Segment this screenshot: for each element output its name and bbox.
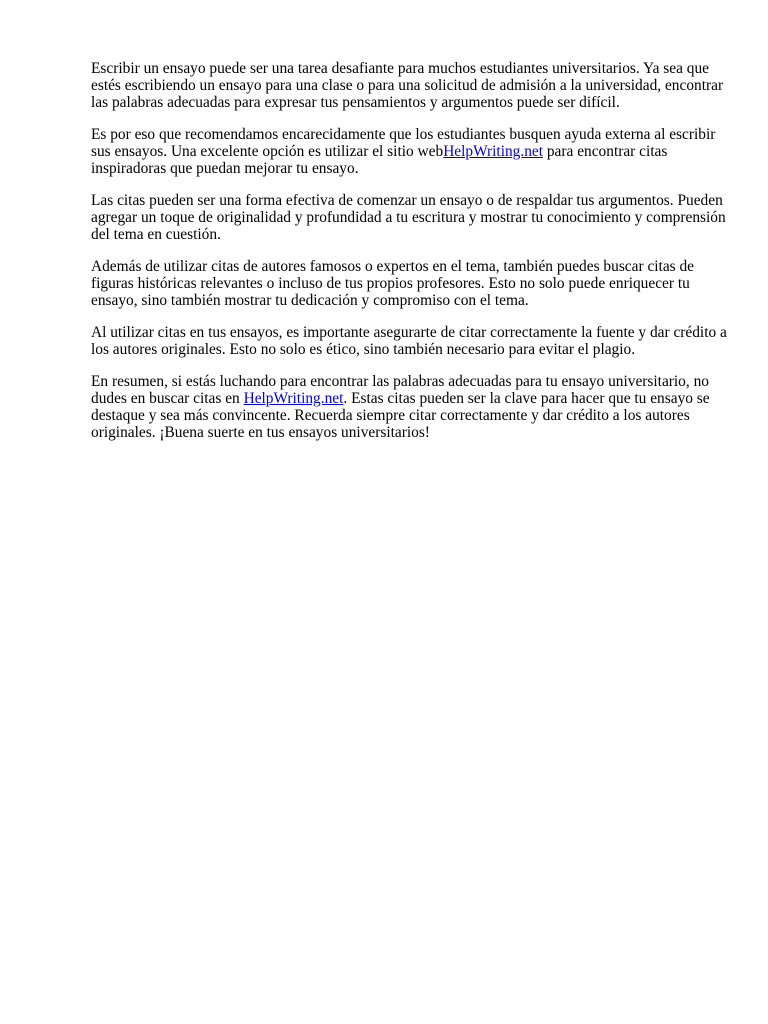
helpwriting-link[interactable]: HelpWriting.net [243,390,344,407]
paragraph-text-before-link: Es por eso que recomendamos encarecidamente que los estudiantes busquen ayuda externa al escribir sus ensayos. Una excelente opción es utilizar el sitio web [91,126,716,160]
paragraph-intro [91,60,731,111]
paragraph-text: Además de utilizar citas de autores famosos o expertos en el tema, también puedes buscar citas de figuras históricas relevantes o incluso de tus propios profesores. Esto no solo puede enriquecer tu ensayo, sino también mostrar tu dedicación y compromiso con el tema. [91,258,695,309]
paragraph-summary [91,373,731,441]
paragraph-text-after-link: para encontrar citas inspiradoras que puedan mejorar tu ensayo. [91,143,668,177]
paragraph-sources [91,258,731,309]
document-body [91,60,731,456]
paragraph-text-after-link: . Estas citas pueden ser la clave para hacer que tu ensayo se destaque y sea más convincente. Recuerda siempre citar correctamente y dar crédito a los autores originales. ¡Buena suerte en tus ensayos universitarios! [91,390,710,441]
paragraph-citing [91,324,731,358]
paragraph-text: Al utilizar citas en tus ensayos, es importante asegurarte de citar correctamente la fuente y dar crédito a los autores originales. Esto no solo es ético, sino también necesario para evitar el plagio. [91,324,727,358]
helpwriting-link[interactable]: HelpWriting.net [443,143,544,160]
paragraph-quotes [91,192,731,243]
paragraph-recommendation [91,126,731,177]
paragraph-text: Escribir un ensayo puede ser una tarea desafiante para muchos estudiantes universitarios. Ya sea que estés escribiendo un ensayo para una clase o para una solicitud de admisión a la universidad, encontrar las palabras adecuadas para expresar tus pensamientos y argumentos puede ser difícil. [91,60,724,111]
paragraph-text: Las citas pueden ser una forma efectiva de comenzar un ensayo o de respaldar tus argumentos. Pueden agregar un toque de originalidad y profundidad a tu escritura y mostrar tu conocimiento y comprensión del tema en cuestión. [91,192,726,243]
paragraph-text-before-link: En resumen, si estás luchando para encontrar las palabras adecuadas para tu ensayo universitario, no dudes en buscar citas en [91,373,709,407]
